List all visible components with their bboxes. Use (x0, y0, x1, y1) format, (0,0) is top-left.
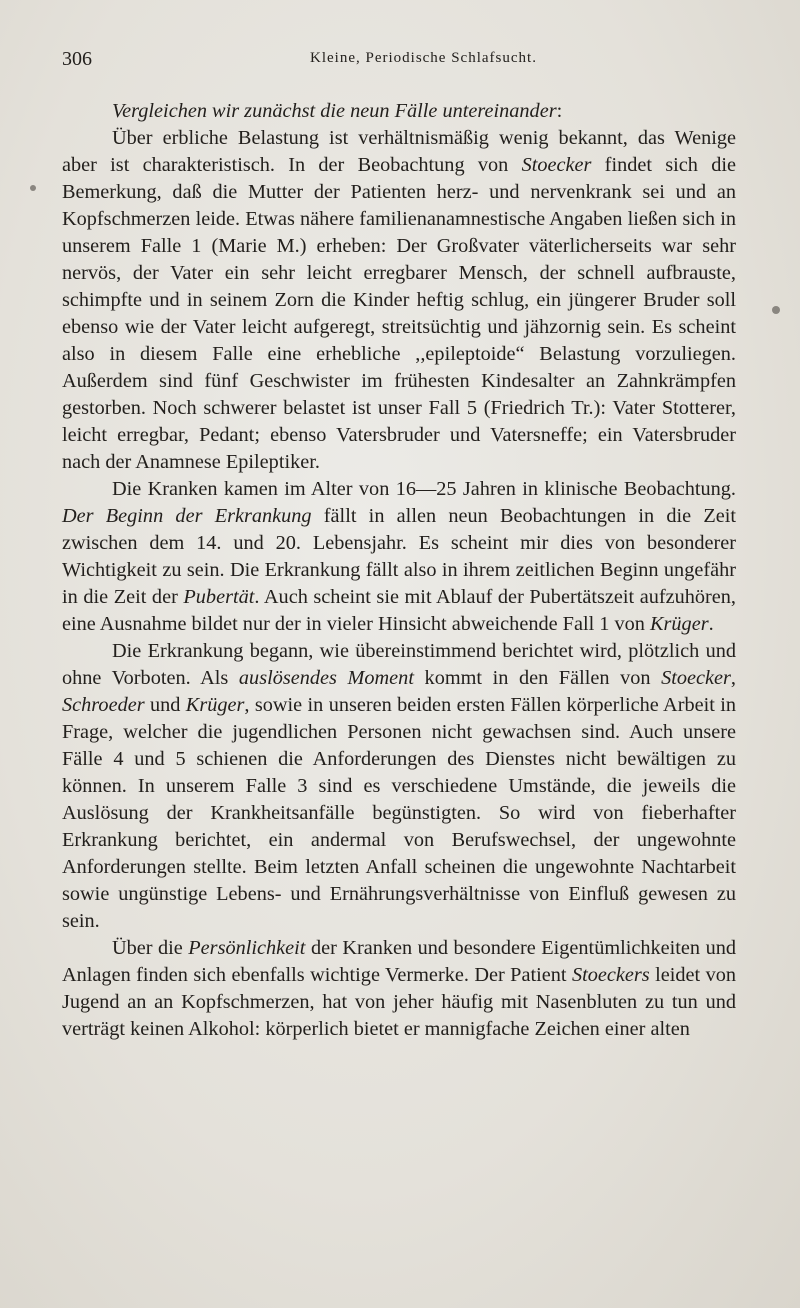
italic-emphasis: Vergleichen wir zunächst die neun Fälle untereinander (112, 100, 557, 122)
paragraph: Über die Persönlichkeit der Kranken und besondere Eigentümlichkeiten und Anlagen finden sich ebenfalls wichtige Vermerke. Der Patient Stoeckers leidet von Jugend an an Kopfschmerzen, hat von jeher häufig mit Nasenbluten zu tun und verträgt keinen Alkohol: körperlich bietet er mannigfache Zeichen einer alten (62, 937, 736, 1040)
italic-emphasis: Stoeckers (571, 964, 650, 986)
page-header (62, 48, 742, 74)
margin-speck (772, 306, 780, 314)
italic-emphasis: Krüger (185, 694, 245, 716)
italic-emphasis: Pubertät (183, 586, 255, 608)
paragraph: Die Erkrankung begann, wie übereinstimmend berichtet wird, plötzlich und ohne Vorboten. Als auslösendes Moment kommt in den Fällen von Stoecker, Schroeder und Krüger, sowie in unseren beiden ersten Fällen körperliche Arbeit in Frage, welcher die jugendlichen Personen nicht gewachsen sind. Auch unsere Fälle 4 und 5 schienen die Anforderungen des Dienstes nicht bewältigen zu können. In unserem Falle 3 sind es verschiedene Umstände, die jeweils die Auslösung der Krankheitsanfälle begünstigten. So wird von fieberhafter Erkrankung berichtet, ein andermal von Berufswechsel, der ungewohnte Anforderungen stellte. Beim letzten Anfall scheinen die ungewohnte Nachtarbeit sowie ungünstige Lebens- und Ernährungsverhältnisse von Einfluß gewesen zu sein. (62, 640, 737, 932)
page-number: 306 (62, 48, 92, 70)
paragraph: Über erbliche Belastung ist verhältnismäßig wenig bekannt, das Wenige aber ist charakteristisch. In der Beobachtung von Stoecker findet sich die Bemerkung, daß die Mutter der Patienten herz- und nervenkrank sei und an Kopfschmerzen leide. Etwas nähere familienanamnestische Angaben ließen sich in unserem Falle 1 (Marie M.) erheben: Der Großvater väterlicherseits war sehr nervös, der Vater ein sehr leicht erregbarer Mensch, der schnell aufbrauste, schimpfte und in seinem Zorn die Kinder heftig schlug, ein jüngerer Bruder soll ebenso wie der Vater leicht aufgeregt, streitsüchtig und jähzornig sein. Es scheint also in diesem Falle eine erhebliche ,,epileptoide“ Belastung vorzuliegen. Außerdem sind fünf Geschwister im frühesten Kindesalter an Zahnkrämpfen gestorben. Noch schwerer belastet ist unser Fall 5 (Friedrich Tr.): Vater Stotterer, leicht erregbar, Pedant; ebenso Vatersbruder und Vatersneffe; ein Vatersbruder nach der Anamnese Epileptiker. (62, 127, 736, 473)
italic-emphasis: Der Beginn der Erkrankung (62, 505, 312, 527)
italic-emphasis: Schroeder (62, 694, 145, 716)
paragraph: Die Kranken kamen im Alter von 16—25 Jahren in klinische Beobachtung. Der Beginn der Erkrankung fällt in allen neun Beobachtungen in die Zeit zwischen dem 14. und 20. Lebensjahr. Es scheint mir dies von besonderer Wichtigkeit zu sein. Die Erkrankung fällt also in ihrem zeitlichen Beginn ungefähr in die Zeit der Pubertät. Auch scheint sie mit Ablauf der Pubertätszeit aufzuhören, eine Ausnahme bildet nur der in vieler Hinsicht abweichende Fall 1 von Krüger. (62, 478, 736, 635)
running-head: Kleine, Periodische Schlafsucht. (310, 50, 537, 66)
paragraph: Vergleichen wir zunächst die neun Fälle untereinander: (112, 100, 563, 122)
italic-emphasis: Stoecker (521, 154, 592, 176)
italic-emphasis: Persönlichkeit (188, 937, 306, 959)
body-text (62, 98, 736, 1043)
italic-emphasis: Krüger (650, 613, 709, 635)
italic-emphasis: auslösendes Moment (238, 667, 414, 689)
italic-emphasis: Stoecker (661, 667, 731, 689)
margin-speck (30, 185, 36, 191)
